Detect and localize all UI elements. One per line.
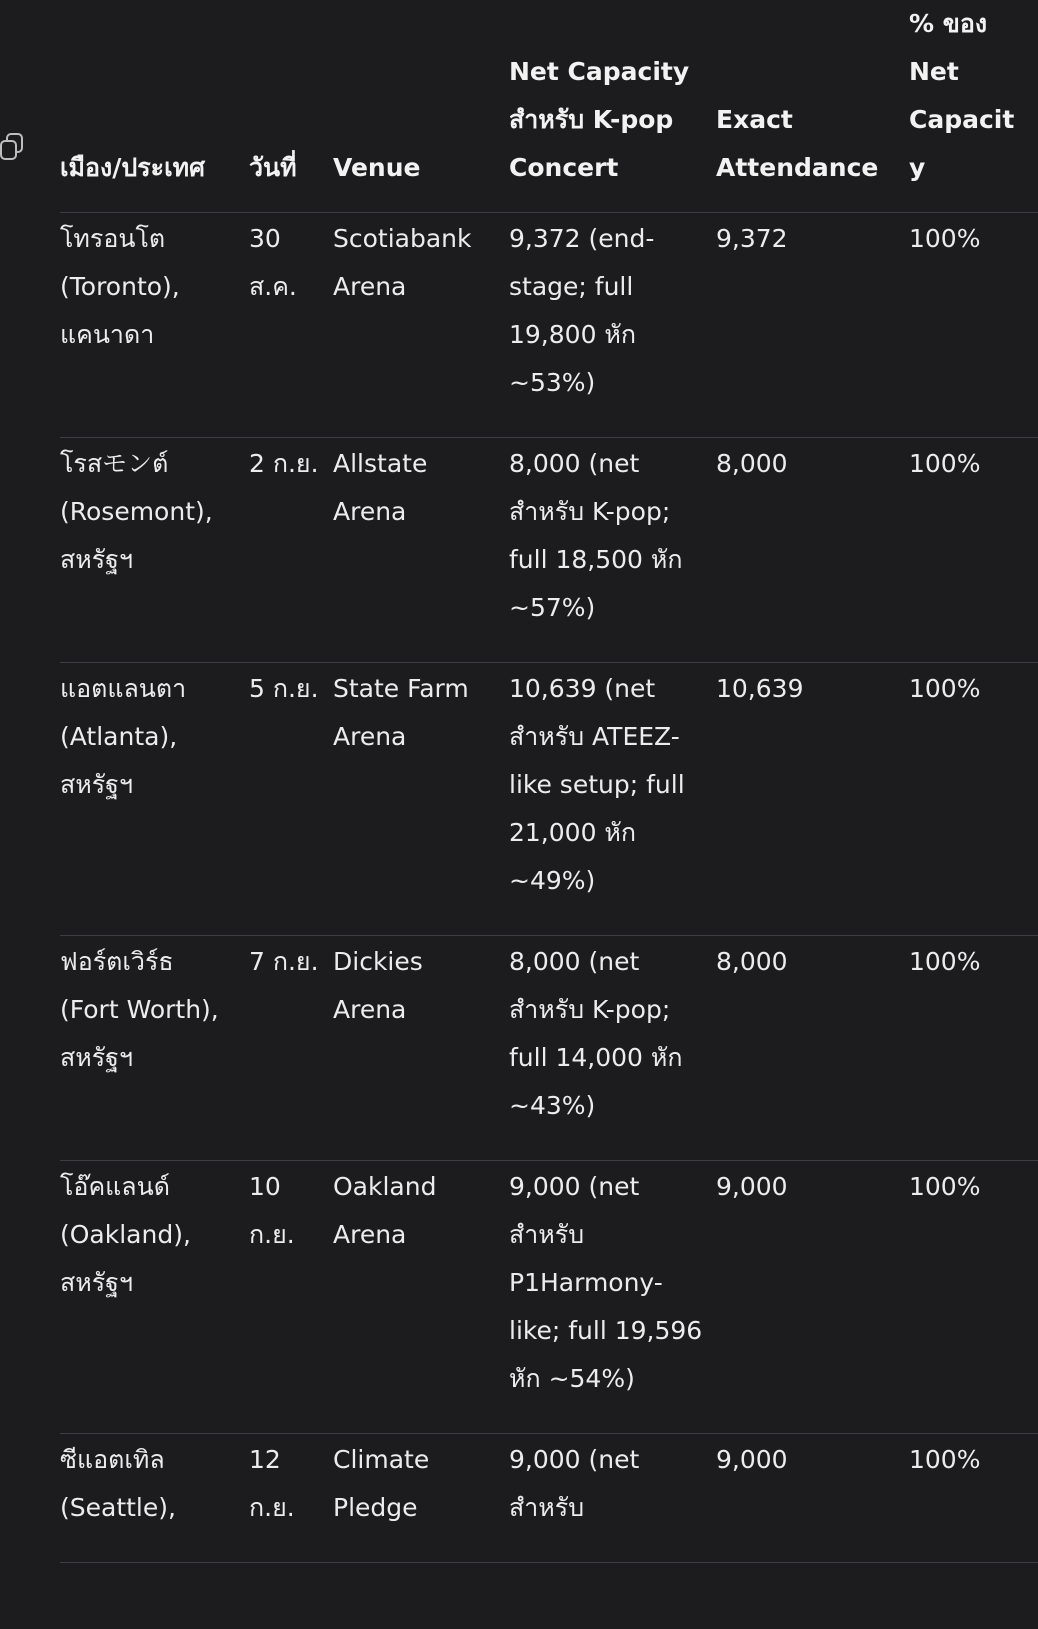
cell-attendance: 8,000 [716,449,788,478]
cell-city: แอตแลนตา (Atlanta), สหรัฐฯ [60,674,187,799]
header-net-capacity: Net Capacity สำหรับ K-pop Concert [509,57,690,182]
cell-city: โอ๊คแลนด์ (Oakland), สหรัฐฯ [60,1172,191,1297]
cell-city: โรสモンต์ (Rosemont), สหรัฐฯ [60,449,213,574]
cell-date: 5 ก.ย. [249,674,319,703]
table-row [60,1161,1038,1434]
cell-date: 7 ก.ย. [249,947,319,976]
table-row [60,663,1038,936]
cell-net-capacity: 9,000 (net สำหรับ P1Harmony-like; full 19,596 หัก ~54%) [509,1172,703,1393]
concert-table [60,0,1038,1563]
cell-net-capacity: 8,000 (net สำหรับ K-pop; full 14,000 หัก ~43%) [509,947,683,1120]
cell-percent: 100% [909,1172,981,1201]
cell-percent: 100% [909,674,981,703]
cell-venue: Oakland Arena [333,1172,437,1249]
header-city: เมือง/ประเทศ [60,153,205,182]
table-row [60,1434,1038,1563]
table-row [60,213,1038,438]
cell-percent: 100% [909,947,981,976]
cell-net-capacity: 9,372 (end-stage; full 19,800 หัก ~53%) [509,224,655,397]
cell-city: โทรอนโต (Toronto), แคนาดา [60,224,180,349]
cell-net-capacity: 8,000 (net สำหรับ K-pop; full 18,500 หัก ~57%) [509,449,683,622]
cell-attendance: 8,000 [716,947,788,976]
cell-attendance: 9,000 [716,1172,788,1201]
cell-date: 10 ก.ย. [249,1172,295,1249]
table-row [60,438,1038,663]
table-row [60,936,1038,1161]
cell-city: ฟอร์ตเวิร์ธ (Fort Worth), สหรัฐฯ [60,947,219,1072]
cell-date: 30 ส.ค. [249,224,297,301]
cell-attendance: 9,372 [716,224,788,253]
cell-venue: State Farm Arena [333,674,469,751]
cell-attendance: 9,000 [716,1445,788,1474]
cell-net-capacity: 9,000 (net สำหรับ [509,1445,640,1522]
cell-venue: Allstate Arena [333,449,428,526]
table-header-row [60,0,1038,213]
header-percent: % ของ Net Capacity [909,9,1015,182]
copy-icon[interactable] [0,132,26,162]
cell-net-capacity: 10,639 (net สำหรับ ATEEZ-like setup; full 21,000 หัก ~49%) [509,674,685,895]
header-attendance: Exact Attendance [716,105,879,182]
cell-venue: Dickies Arena [333,947,423,1024]
cell-city: ซีแอตเทิล (Seattle), [60,1445,176,1522]
concert-table-container [60,0,1038,1563]
cell-attendance: 10,639 [716,674,804,703]
cell-venue: Scotiabank Arena [333,224,472,301]
cell-percent: 100% [909,1445,981,1474]
cell-date: 2 ก.ย. [249,449,319,478]
cell-percent: 100% [909,449,981,478]
cell-percent: 100% [909,224,981,253]
cell-date: 12 ก.ย. [249,1445,295,1522]
cell-venue: Climate Pledge [333,1445,430,1522]
header-date: วันที่ [249,153,297,182]
header-venue: Venue [333,153,421,182]
